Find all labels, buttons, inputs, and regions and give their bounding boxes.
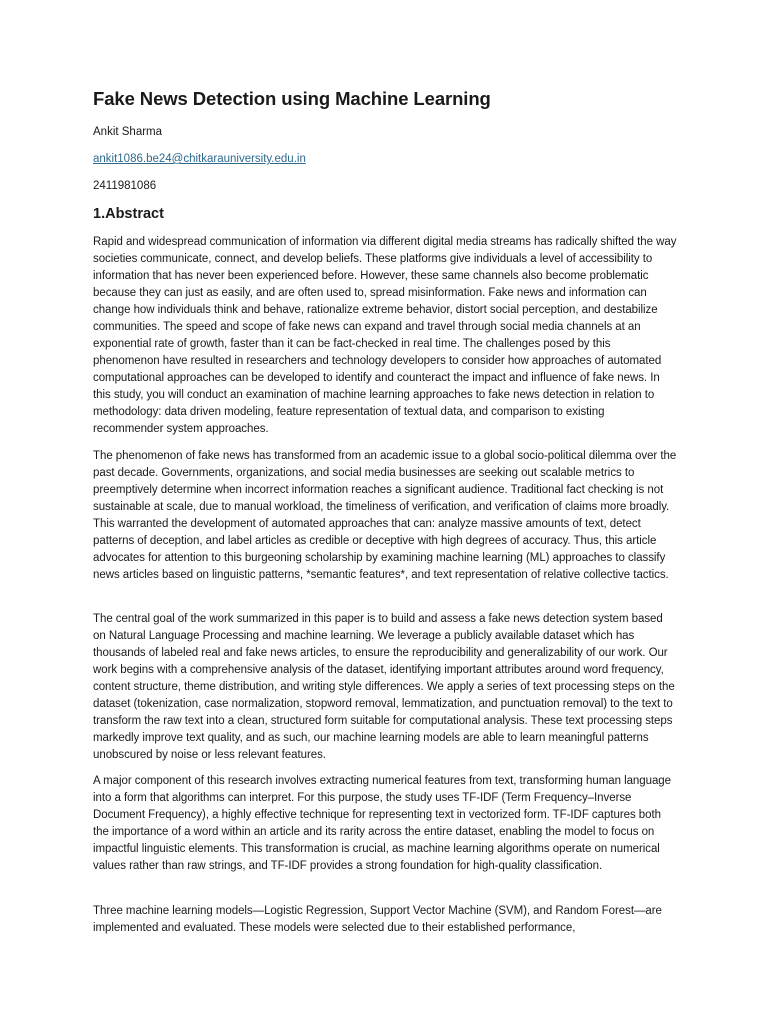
abstract-paragraph: Three machine learning models—Logistic Regression, Support Vector Machine (SVM), and Random Forest—are implemented and evaluated. These models were selected due to their established performance,: [93, 905, 662, 934]
author-email-link[interactable]: ankit1086.be24@chitkarauniversity.edu.in: [93, 153, 306, 165]
abstract-paragraph: A major component of this research involves extracting numerical features from text, transforming human language into a form that algorithms can interpret. For this purpose, the study uses TF-IDF (Term Frequency–Inverse Document Frequency), a highly effective technique for representing text in vectorized form. TF-IDF captures both the importance of a word within an article and its rarity across the entire dataset, enabling the model to focus on impactful linguistic elements. This transformation is crucial, as machine learning algorithms operate on numerical values rather than raw strings, and TF-IDF provides a strong foundation for high-quality classification.: [93, 775, 671, 872]
abstract-paragraph: Rapid and widespread communication of information via different digital media streams has radically shifted the way societies communicate, connect, and develop beliefs. These platforms give individuals a level of accessibility to information that has never been experienced before. However, these same channels also become problematic because they can just as easily, and are often used to, spread misinformation. Fake news and information can change how individuals think and behave, rationalize extreme behavior, distort social perception, and destabilize communities. The speed and scope of fake news can expand and travel through social media channels at an exponential rate of growth, faster than it can be fact-checked in real time. The challenges posed by this phenomenon have resulted in researchers and technology developers to consider how approaches of automated computational approaches can be developed to identify and counteract the impact and influence of fake news. In this study, you will conduct an examination of machine learning approaches to fake news detection in relation to methodology: data driven modeling, feature representation of textual data, and comparison to existing recommender system approaches.: [93, 236, 677, 435]
abstract-paragraph: The phenomenon of fake news has transformed from an academic issue to a global socio-political dilemma over the past decade. Governments, organizations, and social media businesses are seeking out scalable metrics to preemptively determine when incorrect information reaches a significant audience. Traditional fact checking is not sustainable at scale, due to manual workload, the timeliness of verification, and verification of claims more broadly. This warranted the development of automated approaches that can: analyze massive amounts of text, detect patterns of deception, and label articles as credible or deceptive with high degrees of accuracy. Thus, this article advocates for attention to this burgeoning scholarship by examining machine learning (ML) approaches to classify news articles based on linguistic patterns, *semantic features*, and text representation of relative collective tactics.: [93, 450, 677, 581]
paper-title: Fake News Detection using Machine Learning: [93, 88, 491, 109]
author-name: Ankit Sharma: [93, 126, 163, 138]
abstract-paragraph: The central goal of the work summarized in this paper is to build and assess a fake news detection system based on Natural Language Processing and machine learning. We leverage a publicly available dataset which has thousands of labeled real and fake news articles, to ensure the reproducibility and generalizability of our work. Our work begins with a comprehensive analysis of the dataset, identifying important attributes around word frequency, content structure, theme distribution, and writing style differences. We apply a series of text processing steps on the dataset (tokenization, case normalization, stopword removal, lemmatization, and punctuation removal) to the text to transform the raw text into a clean, structured form suitable for computational analysis. These text processing steps markedly improve text quality, and as such, our machine learning models are able to learn meaningful patterns unobscured by noise or less relevant features.: [93, 613, 675, 761]
roll-number: 2411981086: [93, 180, 157, 192]
section-heading-abstract: 1.Abstract: [93, 206, 164, 222]
